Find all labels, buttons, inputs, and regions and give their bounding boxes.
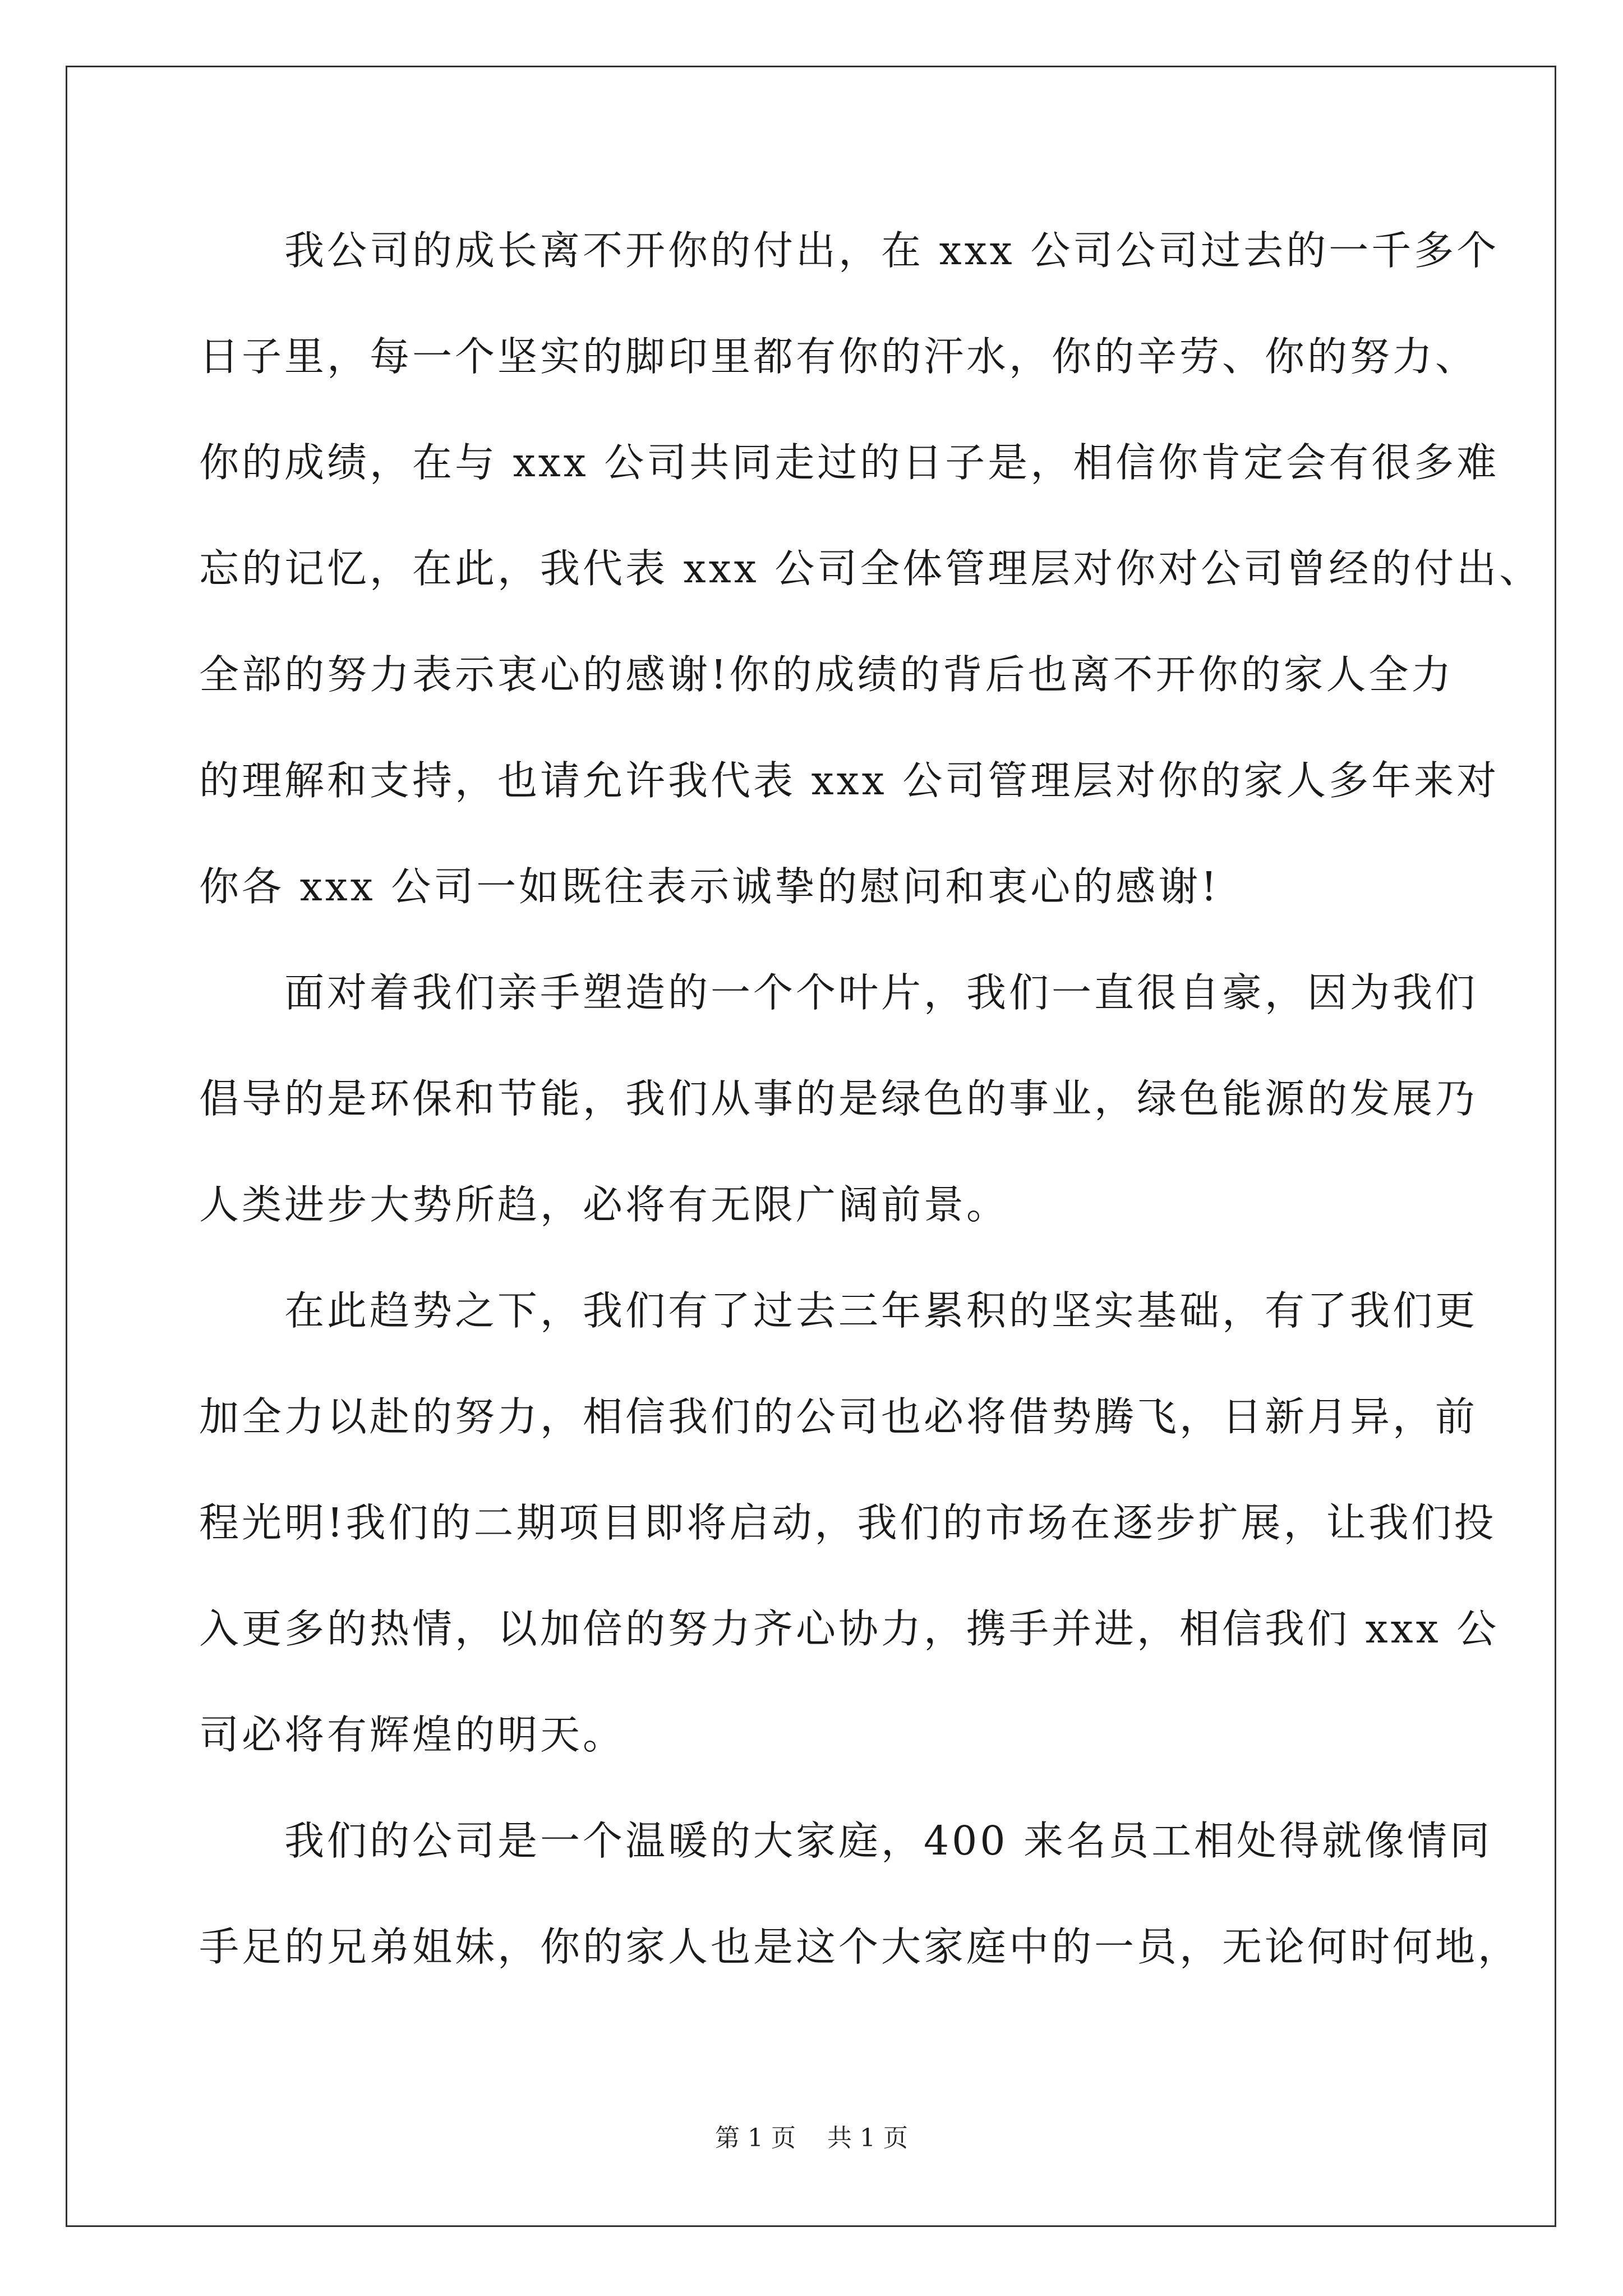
text-line: 手足的兄弟姐妹，你的家人也是这个大家庭中的一员，无论何时何地， — [199, 1924, 1521, 1970]
page-number-total: 共 1 页 — [827, 2124, 908, 2152]
text-line: 人类进步大势所趋，必将有无限广阔前景。 — [199, 1181, 1009, 1228]
page-footer — [0, 2118, 1623, 2154]
paragraph — [199, 197, 1542, 940]
text-line: 忘的记忆，在此，我代表 xxx 公司全体管理层对你对公司曾经的付出、 — [199, 545, 1542, 592]
text-line: 我公司的成长离不开你的付出，在 xxx 公司公司过去的一千多个 — [284, 227, 1500, 274]
text-line: 司必将有辉煌的明天。 — [199, 1711, 626, 1758]
text-line: 加全力以赴的努力，相信我们的公司也必将借势腾飞，日新月异，前 — [199, 1393, 1478, 1440]
paragraph — [199, 1788, 1521, 2000]
text-line: 面对着我们亲手塑造的一个个叶片，我们一直很自豪，因为我们 — [284, 969, 1478, 1016]
paragraph — [199, 940, 1478, 1258]
text-line: 你的成绩，在与 xxx 公司共同走过的日子是，相信你肯定会有很多难 — [199, 439, 1500, 486]
text-line: 倡导的是环保和节能，我们从事的是绿色的事业，绿色能源的发展乃 — [199, 1075, 1478, 1122]
text-line: 的理解和支持，也请允许我代表 xxx 公司管理层对你的家人多年来对 — [199, 757, 1500, 804]
document-body — [199, 197, 1542, 2000]
text-line: 程光明!我们的二期项目即将启动，我们的市场在逐步扩展，让我们投 — [199, 1499, 1497, 1546]
text-line: 我们的公司是一个温暖的大家庭，400 来名员工相处得就像情同 — [284, 1818, 1493, 1864]
text-line: 入更多的热情，以加倍的努力齐心协力，携手并进，相信我们 xxx 公 — [199, 1605, 1500, 1652]
paragraph — [199, 1258, 1500, 1788]
text-line: 日子里，每一个坚实的脚印里都有你的汗水，你的辛劳、你的努力、 — [199, 333, 1478, 380]
text-line: 在此趋势之下，我们有了过去三年累积的坚实基础，有了我们更 — [284, 1287, 1478, 1334]
text-line: 你各 xxx 公司一如既往表示诚挚的慰问和衷心的感谢! — [199, 863, 1220, 910]
text-line: 全部的努力表示衷心的感谢!你的成绩的背后也离不开你的家人全力 — [199, 651, 1454, 698]
page-number-current: 第 1 页 — [715, 2124, 796, 2152]
